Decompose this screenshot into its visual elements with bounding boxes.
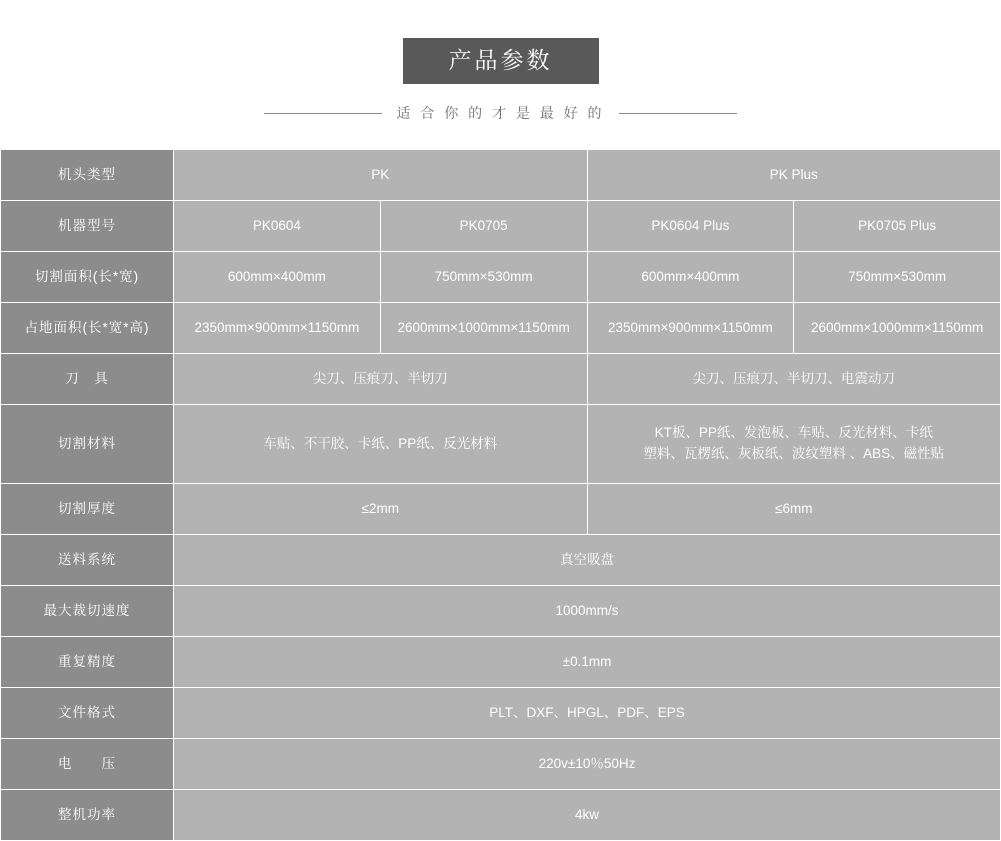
row-value: 2600mm×1000mm×1150mm: [380, 303, 587, 354]
table-row: [1, 790, 1001, 841]
row-value: 750mm×530mm: [794, 252, 1001, 303]
row-value: 2350mm×900mm×1150mm: [587, 303, 794, 354]
row-value: PLT、DXF、HPGL、PDF、EPS: [174, 688, 1001, 739]
row-label: 重复精度: [1, 637, 174, 688]
row-value: 尖刀、压痕刀、半切刀: [174, 354, 588, 405]
page-subtitle: 适 合 你 的 才 是 最 好 的: [396, 105, 605, 121]
row-label: 切割材料: [1, 405, 174, 484]
row-value: 车贴、不干胶、卡纸、PP纸、反光材料: [174, 405, 588, 484]
row-label: 电 压: [1, 739, 174, 790]
row-label: 机器型号: [1, 201, 174, 252]
table-row: [1, 405, 1001, 484]
row-value: 2350mm×900mm×1150mm: [174, 303, 381, 354]
spec-table-body: [1, 150, 1001, 841]
table-row: [1, 201, 1001, 252]
row-value: 2600mm×1000mm×1150mm: [794, 303, 1001, 354]
row-value: PK0705: [380, 201, 587, 252]
subtitle-row: [0, 103, 1001, 123]
table-row: [1, 535, 1001, 586]
page-header: [0, 0, 1001, 123]
row-value: PK Plus: [587, 150, 1001, 201]
table-row: [1, 637, 1001, 688]
row-value: PK0604: [174, 201, 381, 252]
table-row: [1, 354, 1001, 405]
row-value: 750mm×530mm: [380, 252, 587, 303]
row-value: 尖刀、压痕刀、半切刀、电震动刀: [587, 354, 1001, 405]
row-value: PK: [174, 150, 588, 201]
table-row: [1, 484, 1001, 535]
row-label: 占地面积(长*宽*高): [1, 303, 174, 354]
table-row: [1, 150, 1001, 201]
row-value: ±0.1mm: [174, 637, 1001, 688]
row-label: 刀 具: [1, 354, 174, 405]
row-label: 机头类型: [1, 150, 174, 201]
row-label: 送料系统: [1, 535, 174, 586]
row-label: 切割面积(长*宽): [1, 252, 174, 303]
table-row: [1, 688, 1001, 739]
row-value: ≤6mm: [587, 484, 1001, 535]
table-row: [1, 739, 1001, 790]
divider-left: [264, 113, 382, 114]
row-value: 1000mm/s: [174, 586, 1001, 637]
row-value: 220v±10％50Hz: [174, 739, 1001, 790]
table-row: [1, 303, 1001, 354]
row-value: 600mm×400mm: [587, 252, 794, 303]
row-value: 600mm×400mm: [174, 252, 381, 303]
row-value: 4kw: [174, 790, 1001, 841]
table-row: [1, 586, 1001, 637]
row-label: 整机功率: [1, 790, 174, 841]
row-value: KT板、PP纸、发泡板、车贴、反光材料、卡纸 塑料、瓦楞纸、灰板纸、波纹塑料 、ABS、磁性贴: [587, 405, 1001, 484]
page-title: 产品参数: [403, 38, 599, 84]
spec-table-wrapper: [0, 149, 1001, 841]
row-value: PK0604 Plus: [587, 201, 794, 252]
row-value: ≤2mm: [174, 484, 588, 535]
row-value: PK0705 Plus: [794, 201, 1001, 252]
divider-right: [619, 113, 737, 114]
row-label: 文件格式: [1, 688, 174, 739]
row-value: 真空吸盘: [174, 535, 1001, 586]
row-label: 最大裁切速度: [1, 586, 174, 637]
row-label: 切割厚度: [1, 484, 174, 535]
spec-table: [0, 149, 1001, 841]
table-row: [1, 252, 1001, 303]
